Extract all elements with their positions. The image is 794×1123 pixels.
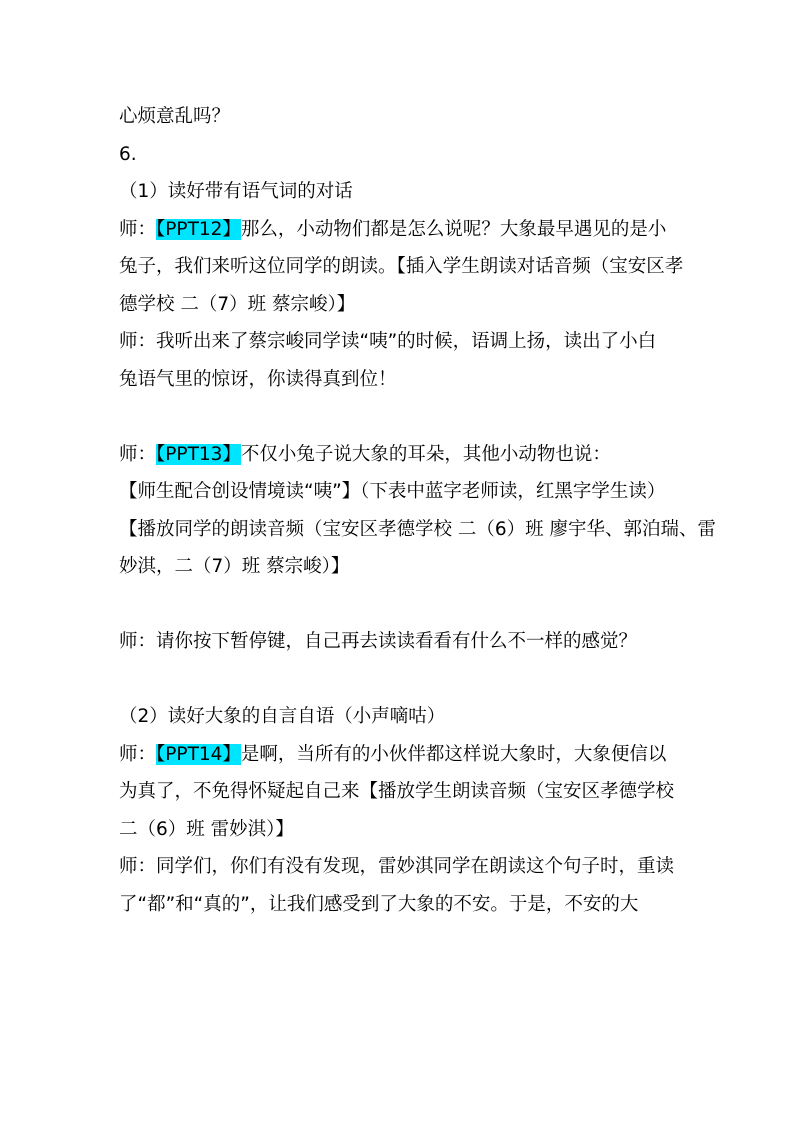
- blank-line: [119, 661, 699, 699]
- speaker-label: 师：: [119, 743, 157, 765]
- paragraph-line: 兔语气里的惊讶，你读得真到位！: [119, 368, 397, 390]
- paragraph-line: 二（6）班 雷妙淇）】: [119, 818, 294, 840]
- paragraph-line: [119, 436, 699, 474]
- paragraph-text: 不仅小兔子说大象的耳朵，其他小动物也说：: [240, 443, 611, 465]
- paragraph-line: 师：请你按下暂停键，自己再去读读看看有什么不一样的感觉？: [119, 631, 638, 652]
- paragraph-line: 为真了，不免得怀疑起自己来【播放学生朗读音频（宝安区孝德学校: [119, 781, 675, 802]
- paragraph-line: 妙淇，二（7）班 蔡宗峻）】: [119, 556, 350, 577]
- paragraph-line: 了“都”和“真的”，让我们感受到了大象的不安。于是，不安的大: [119, 893, 639, 915]
- paragraph-line: [119, 736, 699, 774]
- subsection-heading: （1）读好带有语气词的对话: [119, 181, 353, 202]
- blank-line: [119, 398, 699, 436]
- speaker-label: 师：: [119, 218, 157, 240]
- speaker-label: 师：: [119, 443, 157, 465]
- paragraph-line: 师：我听出来了蔡宗峻同学读“咦”的时候，语调上扬，读出了小白: [119, 331, 657, 352]
- paragraph-line: 兔子，我们来听这位同学的朗读。【插入学生朗读对话音频（宝安区孝: [119, 256, 684, 277]
- paragraph-line: 师：同学们，你们有没有发现，雷妙淇同学在朗读这个句子时，重读: [119, 856, 675, 877]
- ppt-tag: 【PPT14】: [156, 743, 241, 765]
- paragraph-line: 【师生配合创设情境读“咦”】（下表中蓝字老师读，红黑字学生读）: [119, 481, 666, 502]
- section-number: 6.: [119, 143, 137, 165]
- document-body: [119, 98, 717, 923]
- blank-line: [119, 586, 699, 624]
- paragraph-line: [119, 211, 699, 249]
- paragraph-line: 心烦意乱吗？: [119, 106, 231, 127]
- paragraph-line: 【播放同学的朗读音频（宝安区孝德学校 二（6）班 廖宇华、郭泊瑞、雷: [119, 518, 717, 540]
- paragraph-text: 是啊，当所有的小伙伴都这样说大象时，大象便信以: [240, 743, 667, 765]
- paragraph-line: 德学校 二（7）班 蔡宗峻）】: [119, 293, 356, 315]
- paragraph-text: 那么，小动物们都是怎么说呢？大象最早遇见的是小: [240, 218, 667, 240]
- ppt-tag: 【PPT12】: [156, 218, 241, 240]
- ppt-tag: 【PPT13】: [156, 443, 241, 465]
- subsection-heading: （2）读好大象的自言自语（小声嘀咕）: [119, 706, 446, 727]
